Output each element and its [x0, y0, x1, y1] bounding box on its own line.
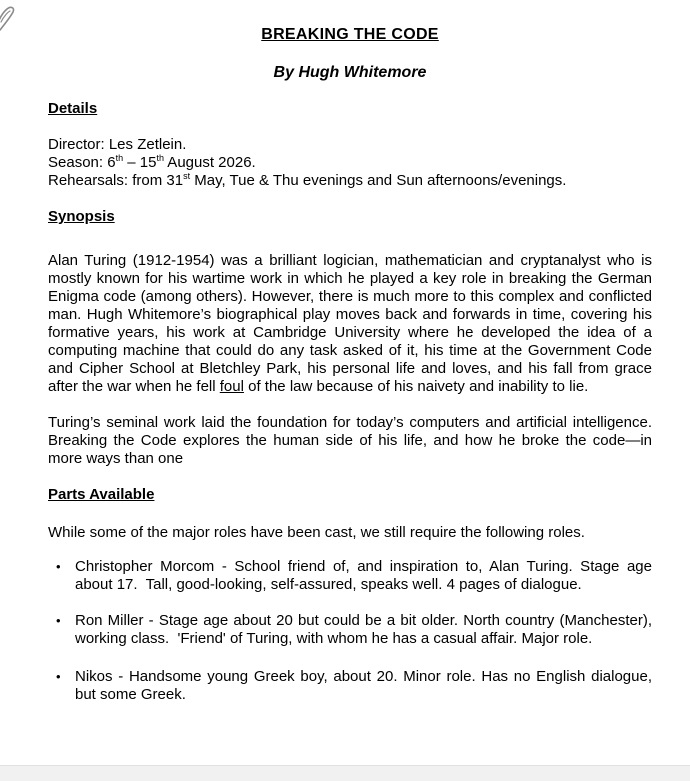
- bullet-icon: •: [56, 613, 61, 628]
- season-text-post: August 2026.: [163, 154, 256, 171]
- synopsis-heading: Synopsis: [48, 208, 115, 225]
- role-description: Christopher Morcom - School friend of, and inspiration to, Alan Turing. Stage age about 17. Tall, good-looking, self-assured, speaks well. 4 pages of dialogue.: [75, 558, 652, 593]
- underlined-word-foul: foul: [219, 378, 244, 395]
- season-line: [48, 154, 652, 172]
- synopsis-paragraph-2: Turing’s seminal work laid the foundation for today’s computers and artificial intelligence. Breaking the Code explores the human side of his life, and how he broke the code—in more ways than one: [48, 414, 652, 467]
- page-title: BREAKING THE CODE: [261, 26, 439, 43]
- role-description: Ron Miller - Stage age about 20 but could be a bit older. North country (Manchester), working class. 'Friend' of Turing, with whom he has a casual affair. Major role.: [75, 612, 652, 647]
- season-text-pre: Season: 6: [48, 154, 116, 171]
- director-line: Director: Les Zetlein.: [48, 136, 187, 153]
- ordinal-th: th: [115, 153, 124, 163]
- season-text-mid: – 15: [123, 154, 157, 171]
- synopsis-p1-text-end: of the law because of his naivety and inability to lie.: [243, 378, 589, 395]
- byline: By Hugh Whitemore: [273, 64, 427, 81]
- synopsis-p1-text: Alan Turing (1912-1954) was a brilliant logician, mathematician and cryptanalyst who is mostly known for his wartime work in which he played a key role in breaking the German Enigma code (among others). However, there is much more to this complex and conflicted man. Hugh Whitemore’s biographical play moves back and forwards in time, covering his formative years, his work at Cambridge University where he developed the idea of a computing machine that could do any task asked of it, his time at the Government Code and Cipher School at Bletchley Park, his personal life and loves, and his fall from grace after the war when he fell: [48, 252, 652, 395]
- details-heading: Details: [48, 100, 98, 117]
- role-list-item-ron-miller: [48, 612, 652, 648]
- bullet-icon: •: [56, 559, 61, 574]
- rehearsals-text-pre: Rehearsals: from 31: [48, 172, 184, 189]
- rehearsals-text-post: May, Tue & Thu evenings and Sun afternoons/evenings.: [190, 172, 567, 189]
- role-description: Nikos - Handsome young Greek boy, about 20. Minor role. Has no English dialogue, but some Greek.: [75, 668, 652, 703]
- synopsis-paragraph-1: [48, 252, 652, 396]
- parts-intro: While some of the major roles have been cast, we still require the following roles.: [48, 524, 585, 541]
- bullet-icon: •: [56, 669, 61, 684]
- role-list-item-christopher-morcom: [48, 558, 652, 594]
- page-bottom-margin: [0, 765, 690, 781]
- ordinal-th: th: [156, 153, 164, 163]
- rehearsals-line: [48, 172, 652, 190]
- ordinal-st: st: [183, 171, 191, 181]
- parts-available-heading: Parts Available: [48, 486, 155, 503]
- role-list-item-nikos: [48, 668, 652, 704]
